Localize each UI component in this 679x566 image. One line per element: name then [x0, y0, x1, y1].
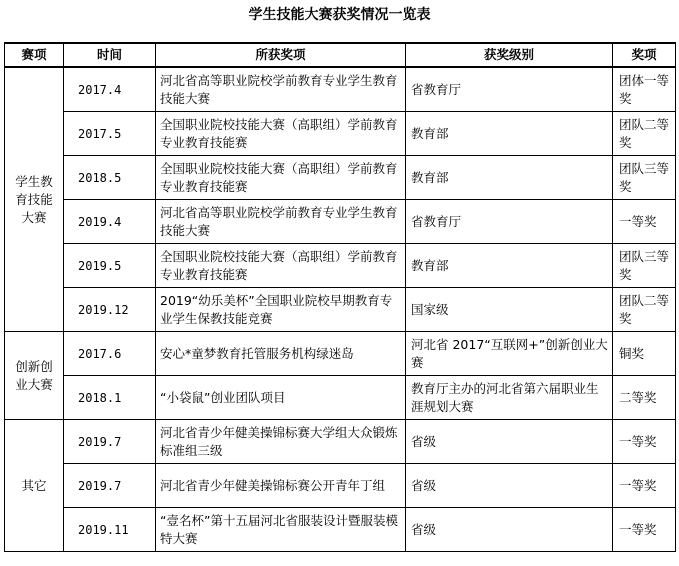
header-time: 时间 — [64, 43, 156, 67]
item-cell: 2019“幼乐美杯”全国职业院校早期教育专业学生保教技能竞赛 — [156, 288, 406, 332]
level-cell: 省级 — [406, 508, 613, 552]
time-cell: 2019.5 — [64, 244, 156, 288]
item-cell: 河北省青少年健美操锦标赛大学组大众锻炼标准组三级 — [156, 420, 406, 464]
time-cell: 2019.12 — [64, 288, 156, 332]
level-cell: 省教育厅 — [406, 67, 613, 112]
award-cell: 一等奖 — [613, 464, 676, 508]
category-cell: 其它 — [5, 420, 64, 552]
item-cell: 河北省青少年健美操锦标赛公开青年丁组 — [156, 464, 406, 508]
level-cell: 教育部 — [406, 112, 613, 156]
level-cell: 省教育厅 — [406, 200, 613, 244]
time-cell: 2019.7 — [64, 420, 156, 464]
time-cell: 2019.7 — [64, 464, 156, 508]
category-cell: 学生教育技能大赛 — [5, 67, 64, 332]
header-item: 所获奖项 — [156, 43, 406, 67]
award-cell: 一等奖 — [613, 200, 676, 244]
award-cell: 团体一等奖 — [613, 67, 676, 112]
awards-table — [4, 42, 676, 552]
table-row — [5, 332, 676, 376]
award-cell: 一等奖 — [613, 420, 676, 464]
level-cell: 河北省 2017“互联网+”创新创业大赛 — [406, 332, 613, 376]
item-cell: 河北省高等职业院校学前教育专业学生教育技能大赛 — [156, 67, 406, 112]
table-body — [5, 67, 676, 552]
time-cell: 2018.5 — [64, 156, 156, 200]
time-cell: 2017.6 — [64, 332, 156, 376]
item-cell: “小袋鼠”创业团队项目 — [156, 376, 406, 420]
award-cell: 团队二等奖 — [613, 288, 676, 332]
table-row — [5, 67, 676, 112]
award-cell: 铜奖 — [613, 332, 676, 376]
header-level: 获奖级别 — [406, 43, 613, 67]
time-cell: 2017.4 — [64, 67, 156, 112]
level-cell: 省级 — [406, 420, 613, 464]
award-cell: 团队三等奖 — [613, 156, 676, 200]
time-cell: 2018.1 — [64, 376, 156, 420]
item-cell: “壹名杯”第十五届河北省服装设计暨服装模特大赛 — [156, 508, 406, 552]
table-row — [5, 508, 676, 552]
item-cell: 全国职业院校技能大赛（高职组）学前教育专业教育技能赛 — [156, 244, 406, 288]
level-cell: 国家级 — [406, 288, 613, 332]
level-cell: 教育厅主办的河北省第六届职业生涯规划大赛 — [406, 376, 613, 420]
header-category: 赛项 — [5, 43, 64, 67]
table-row — [5, 244, 676, 288]
level-cell: 教育部 — [406, 156, 613, 200]
time-cell: 2017.5 — [64, 112, 156, 156]
item-cell: 全国职业院校技能大赛（高职组）学前教育专业教育技能赛 — [156, 112, 406, 156]
table-row — [5, 200, 676, 244]
category-cell: 创新创业大赛 — [5, 332, 64, 420]
document-title: 学生技能大赛获奖情况一览表 — [248, 7, 431, 23]
item-cell: 河北省高等职业院校学前教育专业学生教育技能大赛 — [156, 200, 406, 244]
award-cell: 一等奖 — [613, 508, 676, 552]
award-cell: 团队三等奖 — [613, 244, 676, 288]
time-cell: 2019.4 — [64, 200, 156, 244]
table-row — [5, 420, 676, 464]
table-row — [5, 112, 676, 156]
level-cell: 省级 — [406, 464, 613, 508]
item-cell: 安心*童梦教育托管服务机构绿迷岛 — [156, 332, 406, 376]
table-row — [5, 156, 676, 200]
header-award: 奖项 — [613, 43, 676, 67]
award-cell: 团队二等奖 — [613, 112, 676, 156]
table-row — [5, 464, 676, 508]
table-row — [5, 288, 676, 332]
table-row — [5, 376, 676, 420]
item-cell: 全国职业院校技能大赛（高职组）学前教育专业教育技能赛 — [156, 156, 406, 200]
level-cell: 教育部 — [406, 244, 613, 288]
header-row — [5, 43, 676, 67]
time-cell: 2019.11 — [64, 508, 156, 552]
award-cell: 二等奖 — [613, 376, 676, 420]
